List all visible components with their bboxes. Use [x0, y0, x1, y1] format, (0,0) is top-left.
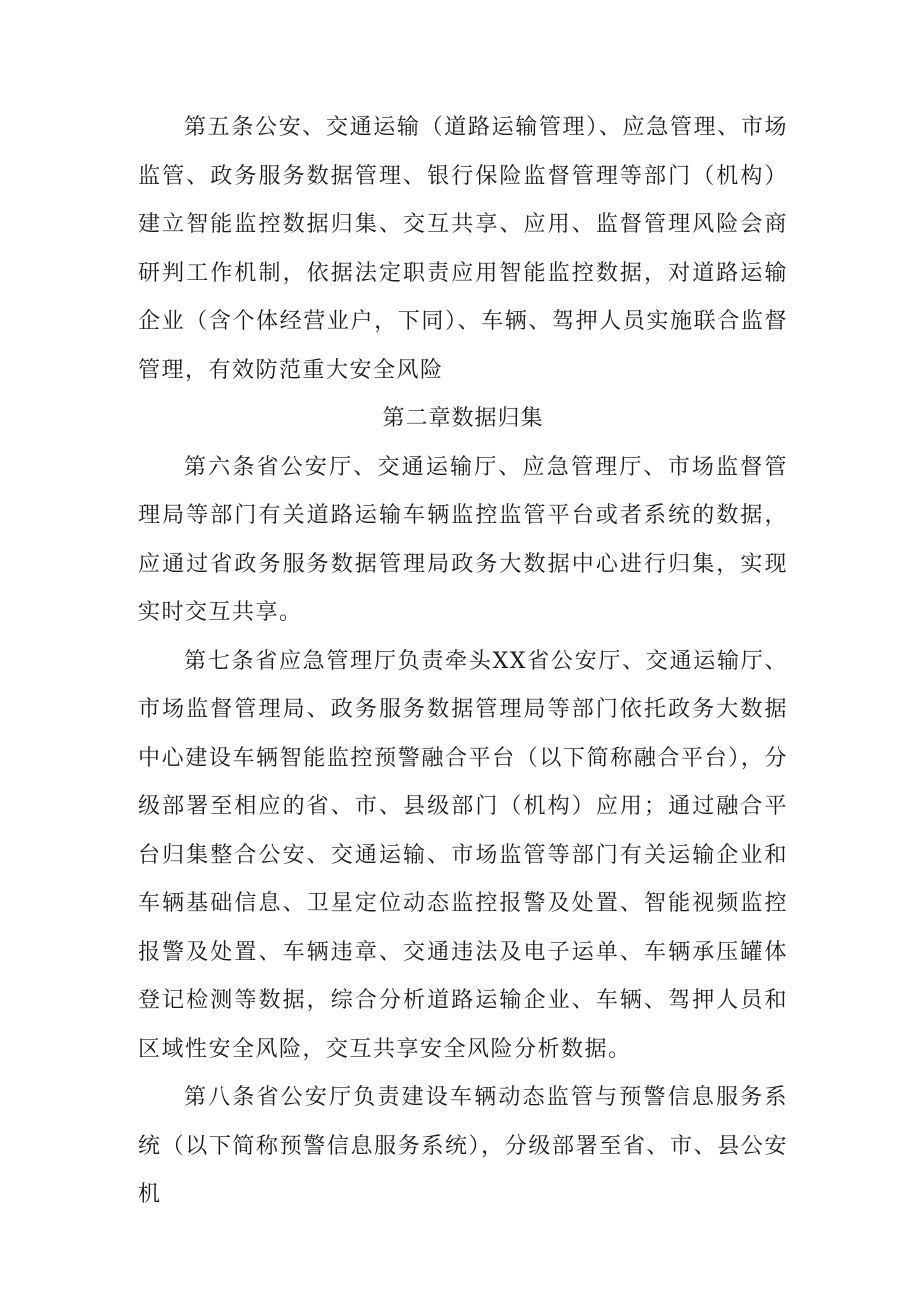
article-6-paragraph: 第六条省公安厅、交通运输厅、应急管理厅、市场监督管理局等部门有关道路运输车辆监控监管平台或者系统的数据，应通过省政务服务数据管理局政务大数据中心进行归集，实现实时交互共享。: [138, 454, 788, 625]
document-body: [138, 104, 788, 1220]
chapter-2-heading: 第二章数据归集: [382, 406, 544, 431]
article-7-paragraph: 第七条省应急管理厅负责牵头XX省公安厅、交通运输厅、市场监督管理局、政务服务数据管理局等部门依托政务大数据中心建设车辆智能监控预警融合平台（以下简称融合平台），分级部署至相应的省、市、县级部门（机构）应用；通过融合平台归集整合公安、交通运输、市场监管等部门有关运输企业和车辆基础信息、卫星定位动态监控报警及处置、智能视频监控报警及处置、车辆违章、交通违法及电子运单、车辆承压罐体登记检测等数据，综合分析道路运输企业、车辆、驾押人员和区域性安全风险，交互共享安全风险分析数据。: [138, 648, 788, 1062]
article-8-paragraph: 第八条省公安厅负责建设车辆动态监管与预警信息服务系统（以下简称预警信息服务系统），分级部署至省、市、县公安机: [138, 1085, 788, 1207]
article-5-paragraph: 第五条公安、交通运输（道路运输管理）、应急管理、市场监管、政务服务数据管理、银行保险监督管理等部门（机构）建立智能监控数据归集、交互共享、应用、监督管理风险会商研判工作机制，依据法定职责应用智能监控数据，对道路运输企业（含个体经营业户，下同）、车辆、驾押人员实施联合监督管理，有效防范重大安全风险: [138, 115, 788, 383]
